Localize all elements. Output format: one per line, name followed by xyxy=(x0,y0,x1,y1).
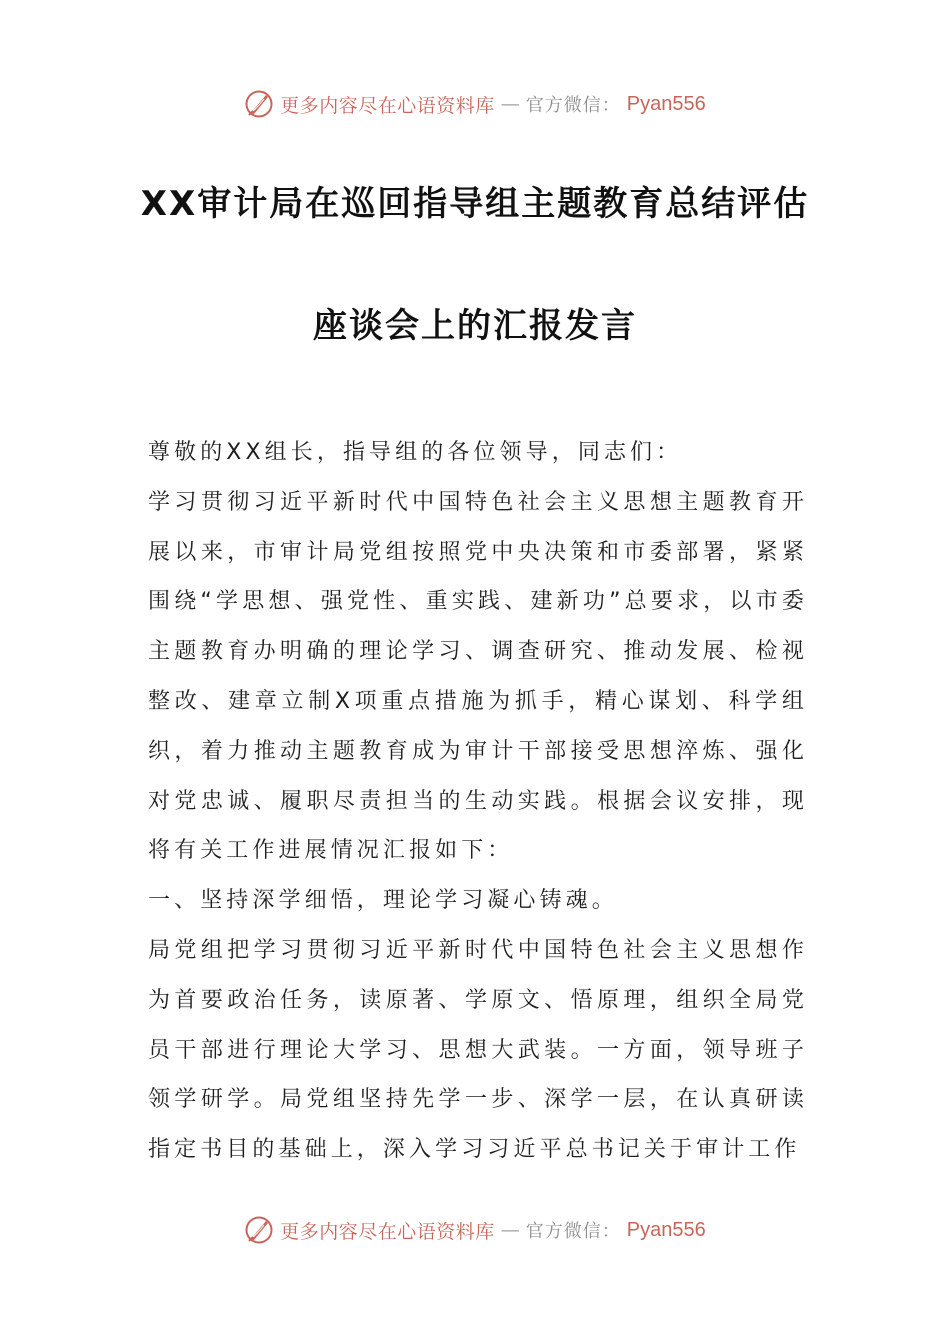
quill-logo-icon xyxy=(244,89,274,119)
banner-wechat-id: Pyan556 xyxy=(626,1218,706,1241)
banner-main-text: 更多内容尽在心语资料库 xyxy=(280,1220,495,1243)
banner-main-text: 更多内容尽在心语资料库 xyxy=(280,94,495,117)
banner-separator: — xyxy=(500,1219,520,1241)
body-paragraph: 局党组把学习贯彻习近平新时代中国特色社会主义思想作为首要政治任务，读原著、学原文、悟原理，组织全局党员干部进行理论大学习、思想大武装。一方面，领导班子领学研学。局党组坚持先学一步、深学一层，在认真研读指定书目的基础上，深入学习习近平总书记关于审计工作 xyxy=(148,937,808,1163)
banner-wechat-id: Pyan556 xyxy=(626,92,706,115)
banner-separator: — xyxy=(500,93,520,115)
footer-banner xyxy=(0,1210,950,1250)
salutation: 尊敬的XX组长，指导组的各位领导，同志们： xyxy=(148,440,683,465)
quill-logo-icon xyxy=(244,1215,274,1245)
document-title-line-1: XX审计局在巡回指导组主题教育总结评估 xyxy=(140,184,810,224)
document-title-line-2: 座谈会上的汇报发言 xyxy=(313,306,637,346)
body-paragraph: 学习贯彻习近平新时代中国特色社会主义思想主题教育开展以来，市审计局党组按照党中央决策和市委部署，紧紧围绕“学思想、强党性、重实践、建新功”总要求，以市委主题教育办明确的理论学习、调查研究、推动发展、检视整改、建章立制X项重点措施为抓手，精心谋划、科学组织，着力推动主题教育成为审计干部接受思想淬炼、强化对党忠诚、履职尽责担当的生动实践。根据会议安排，现将有关工作进展情况汇报如下： xyxy=(148,489,808,864)
section-heading: 一、坚持深学细悟，理论学习凝心铸魂。 xyxy=(148,888,618,914)
document-body xyxy=(148,428,808,1175)
banner-wechat-label: 官方微信： xyxy=(525,95,621,116)
banner-wechat-label: 官方微信： xyxy=(525,1221,621,1242)
header-banner xyxy=(0,84,950,124)
